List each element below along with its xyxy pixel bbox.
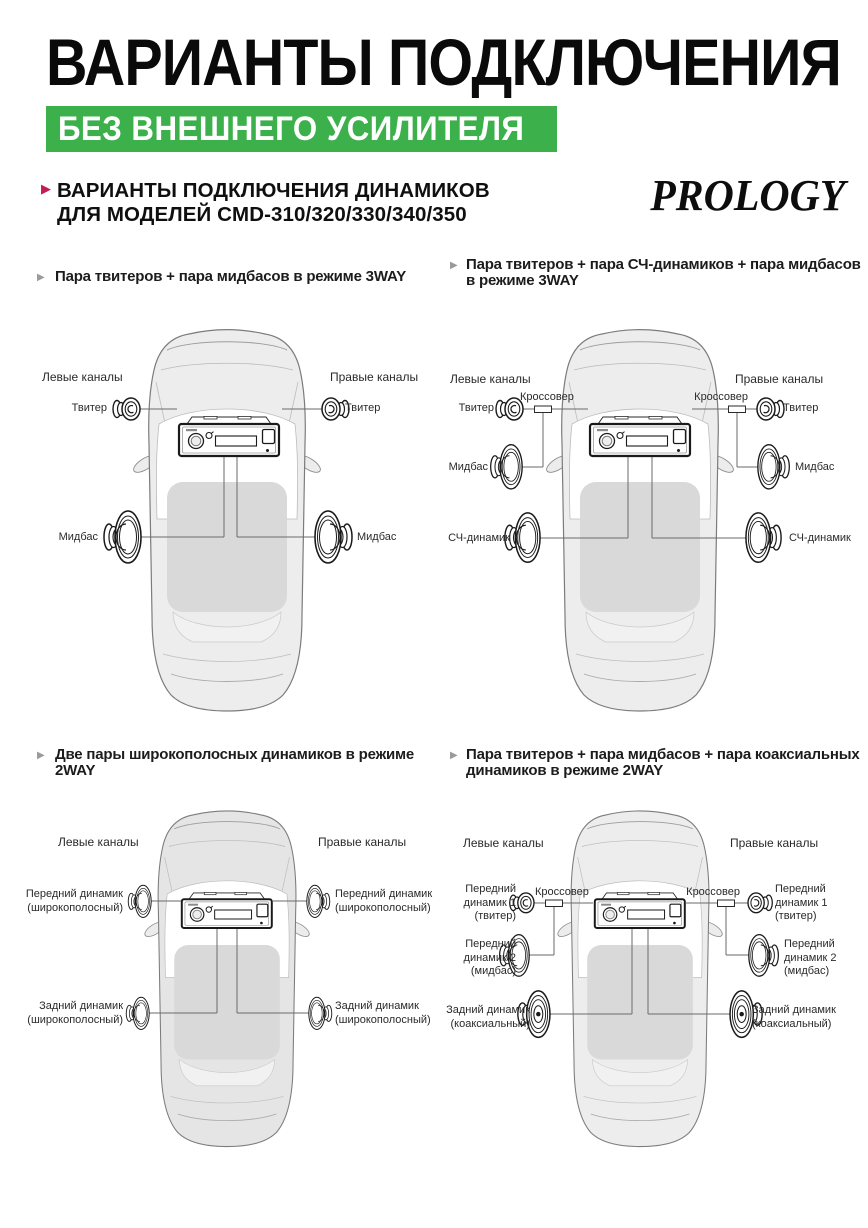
left-channels-label: Левые каналы: [450, 372, 531, 386]
rear-speaker-label: Задний динамик (коаксиальный): [752, 1004, 836, 1030]
tweeter-label: Твитер: [458, 402, 494, 414]
diagram-q2: [434, 250, 868, 740]
right-channels-label: Правые каналы: [735, 372, 824, 386]
diagram-q1-title: Пара твитеров + пара мидбасов в режиме 3WAY: [55, 268, 407, 285]
left-channels-label: Левые каналы: [463, 836, 544, 850]
car-top-view: [544, 330, 736, 712]
front-speaker1-label: Передний динамик 1 (твитер): [775, 883, 828, 922]
crossover-label: Кроссовер: [520, 391, 574, 403]
section-heading-line1: ВАРИАНТЫ ПОДКЛЮЧЕНИЯ ДИНАМИКОВ: [57, 179, 490, 202]
diagram-q3-title-line2: 2WAY: [55, 762, 96, 779]
mid-speaker-label: СЧ-динамик: [448, 532, 510, 544]
car-top-view: [131, 330, 323, 712]
tweeter-icon: [113, 398, 140, 420]
crossover-icon: [546, 900, 563, 907]
crossover-label: Кроссовер: [686, 886, 740, 898]
diagram-q4-title-line1: Пара твитеров + пара мидбасов + пара коаксиальных: [466, 746, 860, 763]
rear-speaker-icon: [309, 997, 332, 1029]
rear-speaker-label: Задний динамик (коаксиальный): [446, 1004, 530, 1030]
tweeter-label: Твитер: [71, 402, 107, 414]
section-heading: [57, 179, 490, 226]
midbass-speaker-icon: [315, 511, 352, 563]
red-arrow-icon: ▶: [41, 181, 51, 196]
front-speaker-label: Передний динамик (широкополосный): [25, 888, 123, 914]
front-speaker2-label: Передний динамик 2 (мидбас): [463, 938, 516, 977]
mid-speaker-icon: [505, 513, 540, 562]
front-speaker-icon: [307, 885, 330, 917]
section-heading-line2: ДЛЯ МОДЕЛЕЙ CMD-310/320/330/340/350: [57, 202, 467, 226]
diagram-q1: [0, 250, 434, 740]
front-speaker1-label: Передний динамик 1 (твитер): [463, 883, 516, 922]
prology-logo: PROLOGY: [649, 171, 845, 220]
front-speaker-icon: [128, 885, 151, 917]
crossover-icon: [535, 406, 552, 413]
tweeter-label: Твитер: [783, 402, 819, 414]
left-channels-label: Левые каналы: [42, 370, 123, 384]
crossover-icon: [718, 900, 735, 907]
front-speaker-label: Передний динамик (широкополосный): [335, 888, 433, 914]
midbass-speaker-icon: [491, 445, 522, 489]
midbass-label: Мидбас: [795, 461, 835, 473]
diagram-q2-title-line2: в режиме 3WAY: [466, 272, 579, 289]
front-speaker2-label: Передний динамик 2 (мидбас): [784, 938, 837, 977]
left-channels-label: Левые каналы: [58, 835, 139, 849]
head-unit-icon: [590, 416, 690, 456]
midbass-label: Мидбас: [448, 461, 488, 473]
diagram-q4-title-line2: динамиков в режиме 2WAY: [466, 762, 664, 779]
rear-speaker-icon: [126, 997, 149, 1029]
diagram-q3: [0, 740, 434, 1210]
car-top-view: [143, 811, 312, 1147]
rear-speaker-label: Задний динамик (широкополосный): [335, 1000, 431, 1026]
midbass-label: Мидбас: [357, 531, 397, 543]
subtitle-banner: [46, 106, 557, 152]
midbass-label: Мидбас: [58, 531, 98, 543]
gray-arrow-icon: ▶: [450, 260, 458, 271]
crossover-label: Кроссовер: [535, 886, 589, 898]
diagram-q3-title-line1: Две пары широкополосных динамиков в режиме: [55, 746, 415, 763]
right-channels-label: Правые каналы: [730, 836, 819, 850]
mid-speaker-icon: [746, 513, 781, 562]
mid-speaker-label: СЧ-динамик: [789, 532, 851, 544]
diagram-q2-title-line1: Пара твитеров + пара СЧ-динамиков + пара мидбасов: [466, 256, 861, 273]
gray-arrow-icon: ▶: [37, 272, 45, 283]
gray-arrow-icon: ▶: [37, 750, 45, 761]
diagram-q1-drawing: [0, 250, 434, 740]
head-unit-icon: [179, 416, 279, 456]
midbass-speaker-icon: [749, 935, 779, 977]
tweeter-icon: [748, 893, 772, 913]
midbass-speaker-icon: [758, 445, 789, 489]
midbass-speaker-icon: [104, 511, 141, 563]
diagram-q3-drawing: [0, 740, 434, 1210]
crossover-label: Кроссовер: [694, 391, 748, 403]
head-unit-icon: [595, 892, 685, 928]
right-channels-label: Правые каналы: [330, 370, 419, 384]
gray-arrow-icon: ▶: [450, 750, 458, 761]
tweeter-icon: [496, 398, 523, 420]
subtitle-banner-text: БЕЗ ВНЕШНЕГО УСИЛИТЕЛЯ: [57, 110, 525, 148]
page-title: ВАРИАНТЫ ПОДКЛЮЧЕНИЯ: [46, 25, 841, 99]
diagram-q2-drawing: [434, 250, 868, 740]
tweeter-label: Твитер: [345, 402, 381, 414]
right-channels-label: Правые каналы: [318, 835, 407, 849]
rear-speaker-label: Задний динамик (широкополосный): [27, 1000, 123, 1026]
tweeter-icon: [757, 398, 784, 420]
head-unit-icon: [182, 892, 272, 928]
crossover-icon: [729, 406, 746, 413]
diagram-q4: [434, 740, 868, 1210]
car-top-view: [556, 811, 725, 1147]
